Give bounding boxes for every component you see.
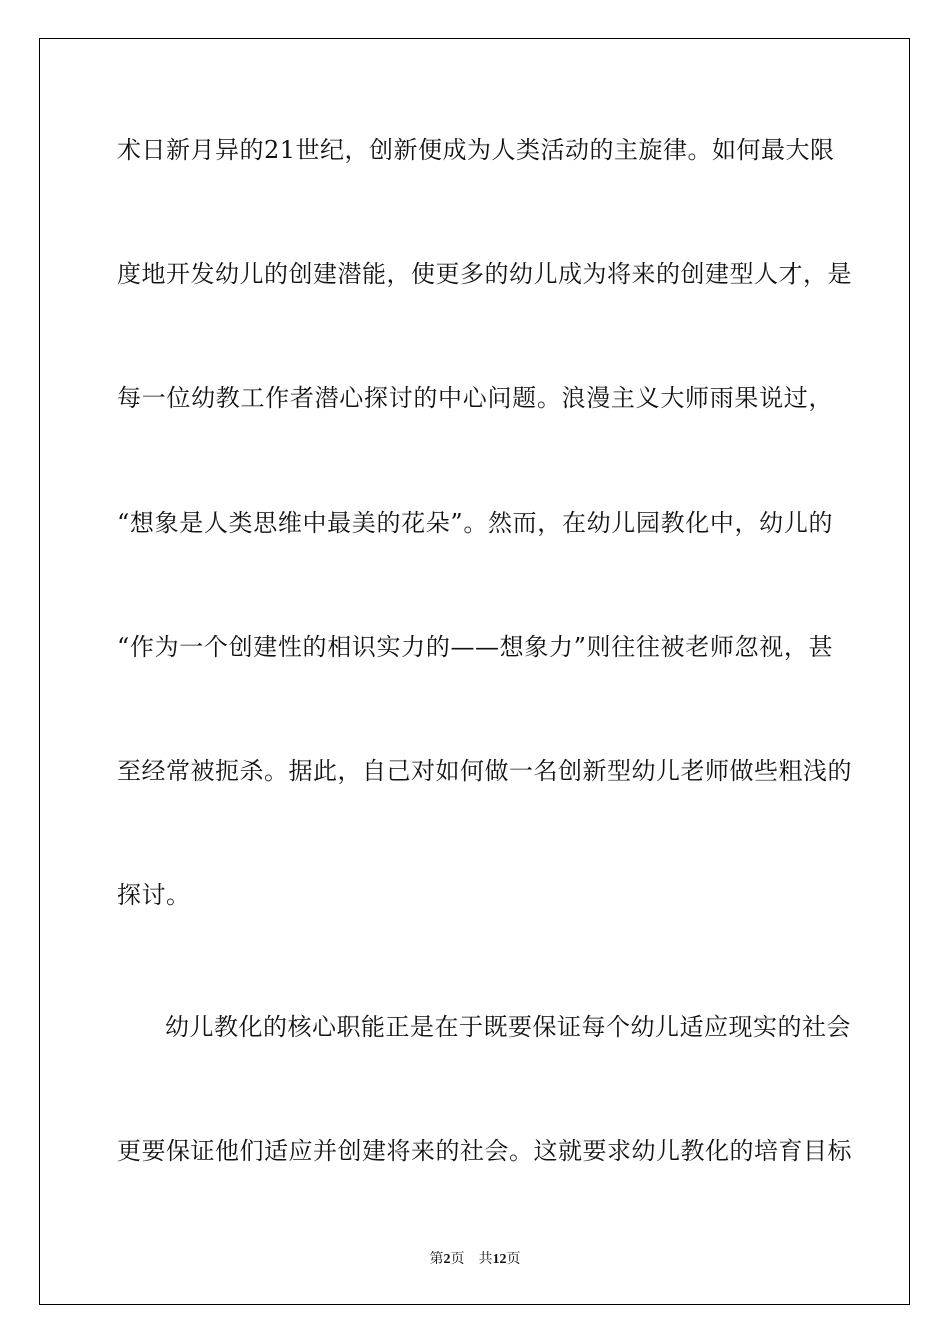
body-line-8: 幼儿教化的核心职能正是在于既要保证每个幼儿适应现实的社会 [165,1013,851,1041]
footer-page-suffix: 页 [450,1252,465,1267]
footer-total-suffix: 页 [506,1252,521,1267]
body-line-7: 探讨。 [117,881,191,909]
body-line-2: 度地开发幼儿的创建潜能，使更多的幼儿成为将来的创建型人才，是 [117,260,852,288]
footer-total-prefix: 共 [478,1252,493,1267]
page-footer [0,1248,950,1268]
footer-page-total: 12 [492,1252,507,1267]
body-line-1: 术日新月异的21世纪，创新便成为人类活动的主旋律。如何最大限 [117,136,835,164]
body-line-9: 更要保证他们适应并创建将来的社会。这就要求幼儿教化的培育目标 [117,1137,852,1165]
footer-page-current: 2 [443,1252,451,1267]
body-line-4: “想象是人类思维中最美的花朵”。然而，在幼儿园教化中，幼儿的 [117,509,833,537]
page-border [39,38,910,1305]
body-line-5: “作为一个创建性的相识实力的——想象力”则往往被老师忽视，甚 [117,633,833,661]
body-line-6: 至经常被扼杀。据此，自己对如何做一名创新型幼儿老师做些粗浅的 [117,757,852,785]
footer-page-prefix: 第 [429,1252,444,1267]
body-line-3: 每一位幼教工作者潜心探讨的中心问题。浪漫主义大师雨果说过， [117,384,833,412]
